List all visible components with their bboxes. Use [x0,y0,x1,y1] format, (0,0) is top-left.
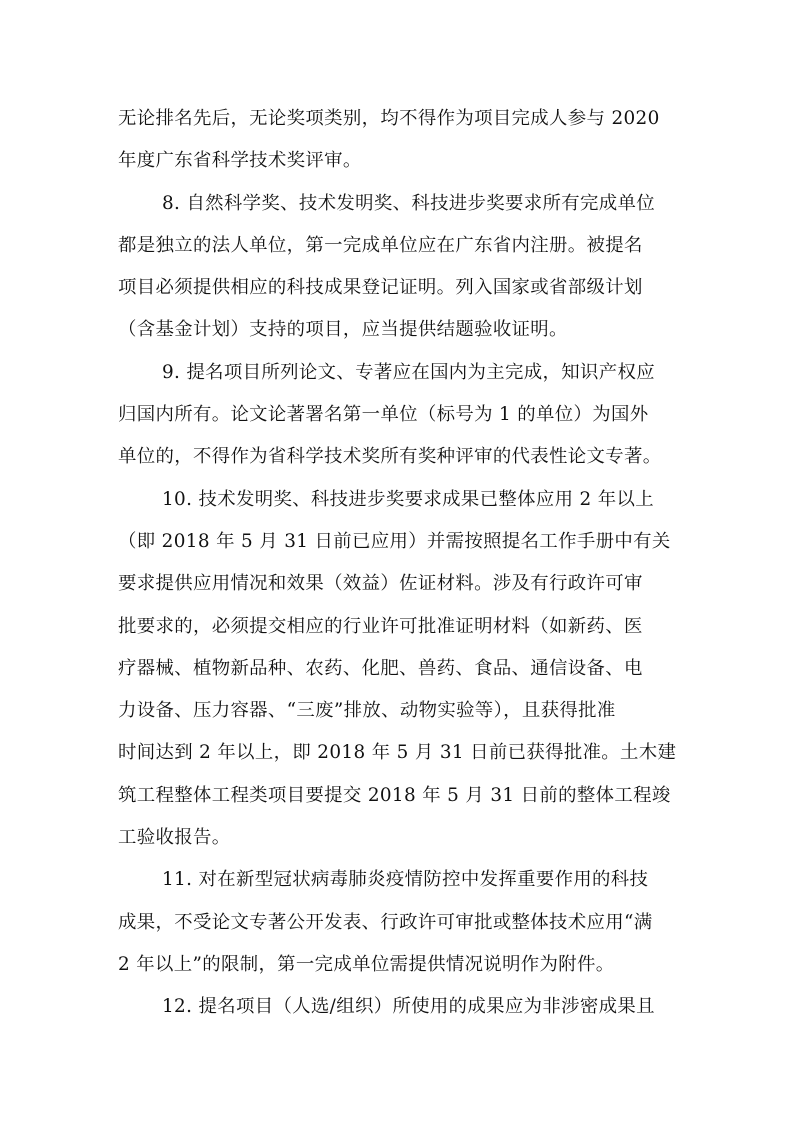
text-line: 工验收报告。 [118,827,231,849]
text-line: 筑工程整体工程类项目要提交 2018 年 5 月 31 日前的整体工程竣 [118,784,671,806]
text-line: 批要求的，必须提交相应的行业许可批准证明材料（如新药、医 [118,615,643,637]
text-line: 无论排名先后，无论奖项类别，均不得作为项目完成人参与 2020 [118,108,660,129]
text-line: 单位的，不得作为省科学技术奖所有奖种评审的代表性论文专著。 [118,446,662,468]
text-line: 力设备、压力容器、“三废”排放、动物实验等），且获得批准 [118,700,616,722]
text-line: 都是独立的法人单位，第一完成单位应在广东省内注册。被提名 [118,234,643,256]
paragraph-8-start: 8. 自然科学奖、技术发明奖、科技进步奖要求所有完成单位 [162,192,655,214]
text-line: 归国内所有。论文论著署名第一单位（标号为 1 的单位）为国外 [118,404,649,426]
paragraph-10-start: 10. 技术发明奖、科技进步奖要求成果已整体应用 2 年以上 [162,488,654,510]
paragraph-9-start: 9. 提名项目所列论文、专著应在国内为主完成，知识产权应 [162,361,655,383]
text-line: 要求提供应用情况和效果（效益）佐证材料。涉及有行政许可审 [118,573,643,595]
paragraph-11-start: 11. 对在新型冠状病毒肺炎疫情防控中发挥重要作用的科技 [162,869,649,891]
body-text [118,98,690,1029]
paragraph-12-start: 12. 提名项目（人选/组织）所使用的成果应为非涉密成果且 [162,996,655,1018]
text-line: （含基金计划）支持的项目，应当提供结题验收证明。 [118,319,568,341]
text-line: 时间达到 2 年以上，即 2018 年 5 月 31 日前已获得批准。土木建 [118,742,677,764]
text-line: 项目必须提供相应的科技成果登记证明。列入国家或省部级计划 [118,277,643,299]
text-line: 成果，不受论文专著公开发表、行政许可审批或整体技术应用“满 [118,911,653,933]
text-line: 年度广东省科学技术奖评审。 [118,150,362,172]
text-line: 2 年以上”的限制，第一完成单位需提供情况说明作为附件。 [118,953,615,975]
text-line: （即 2018 年 5 月 31 日前已应用）并需按照提名工作手册中有关 [118,530,671,552]
text-line: 疗器械、植物新品种、农药、化肥、兽药、食品、通信设备、电 [118,657,643,679]
